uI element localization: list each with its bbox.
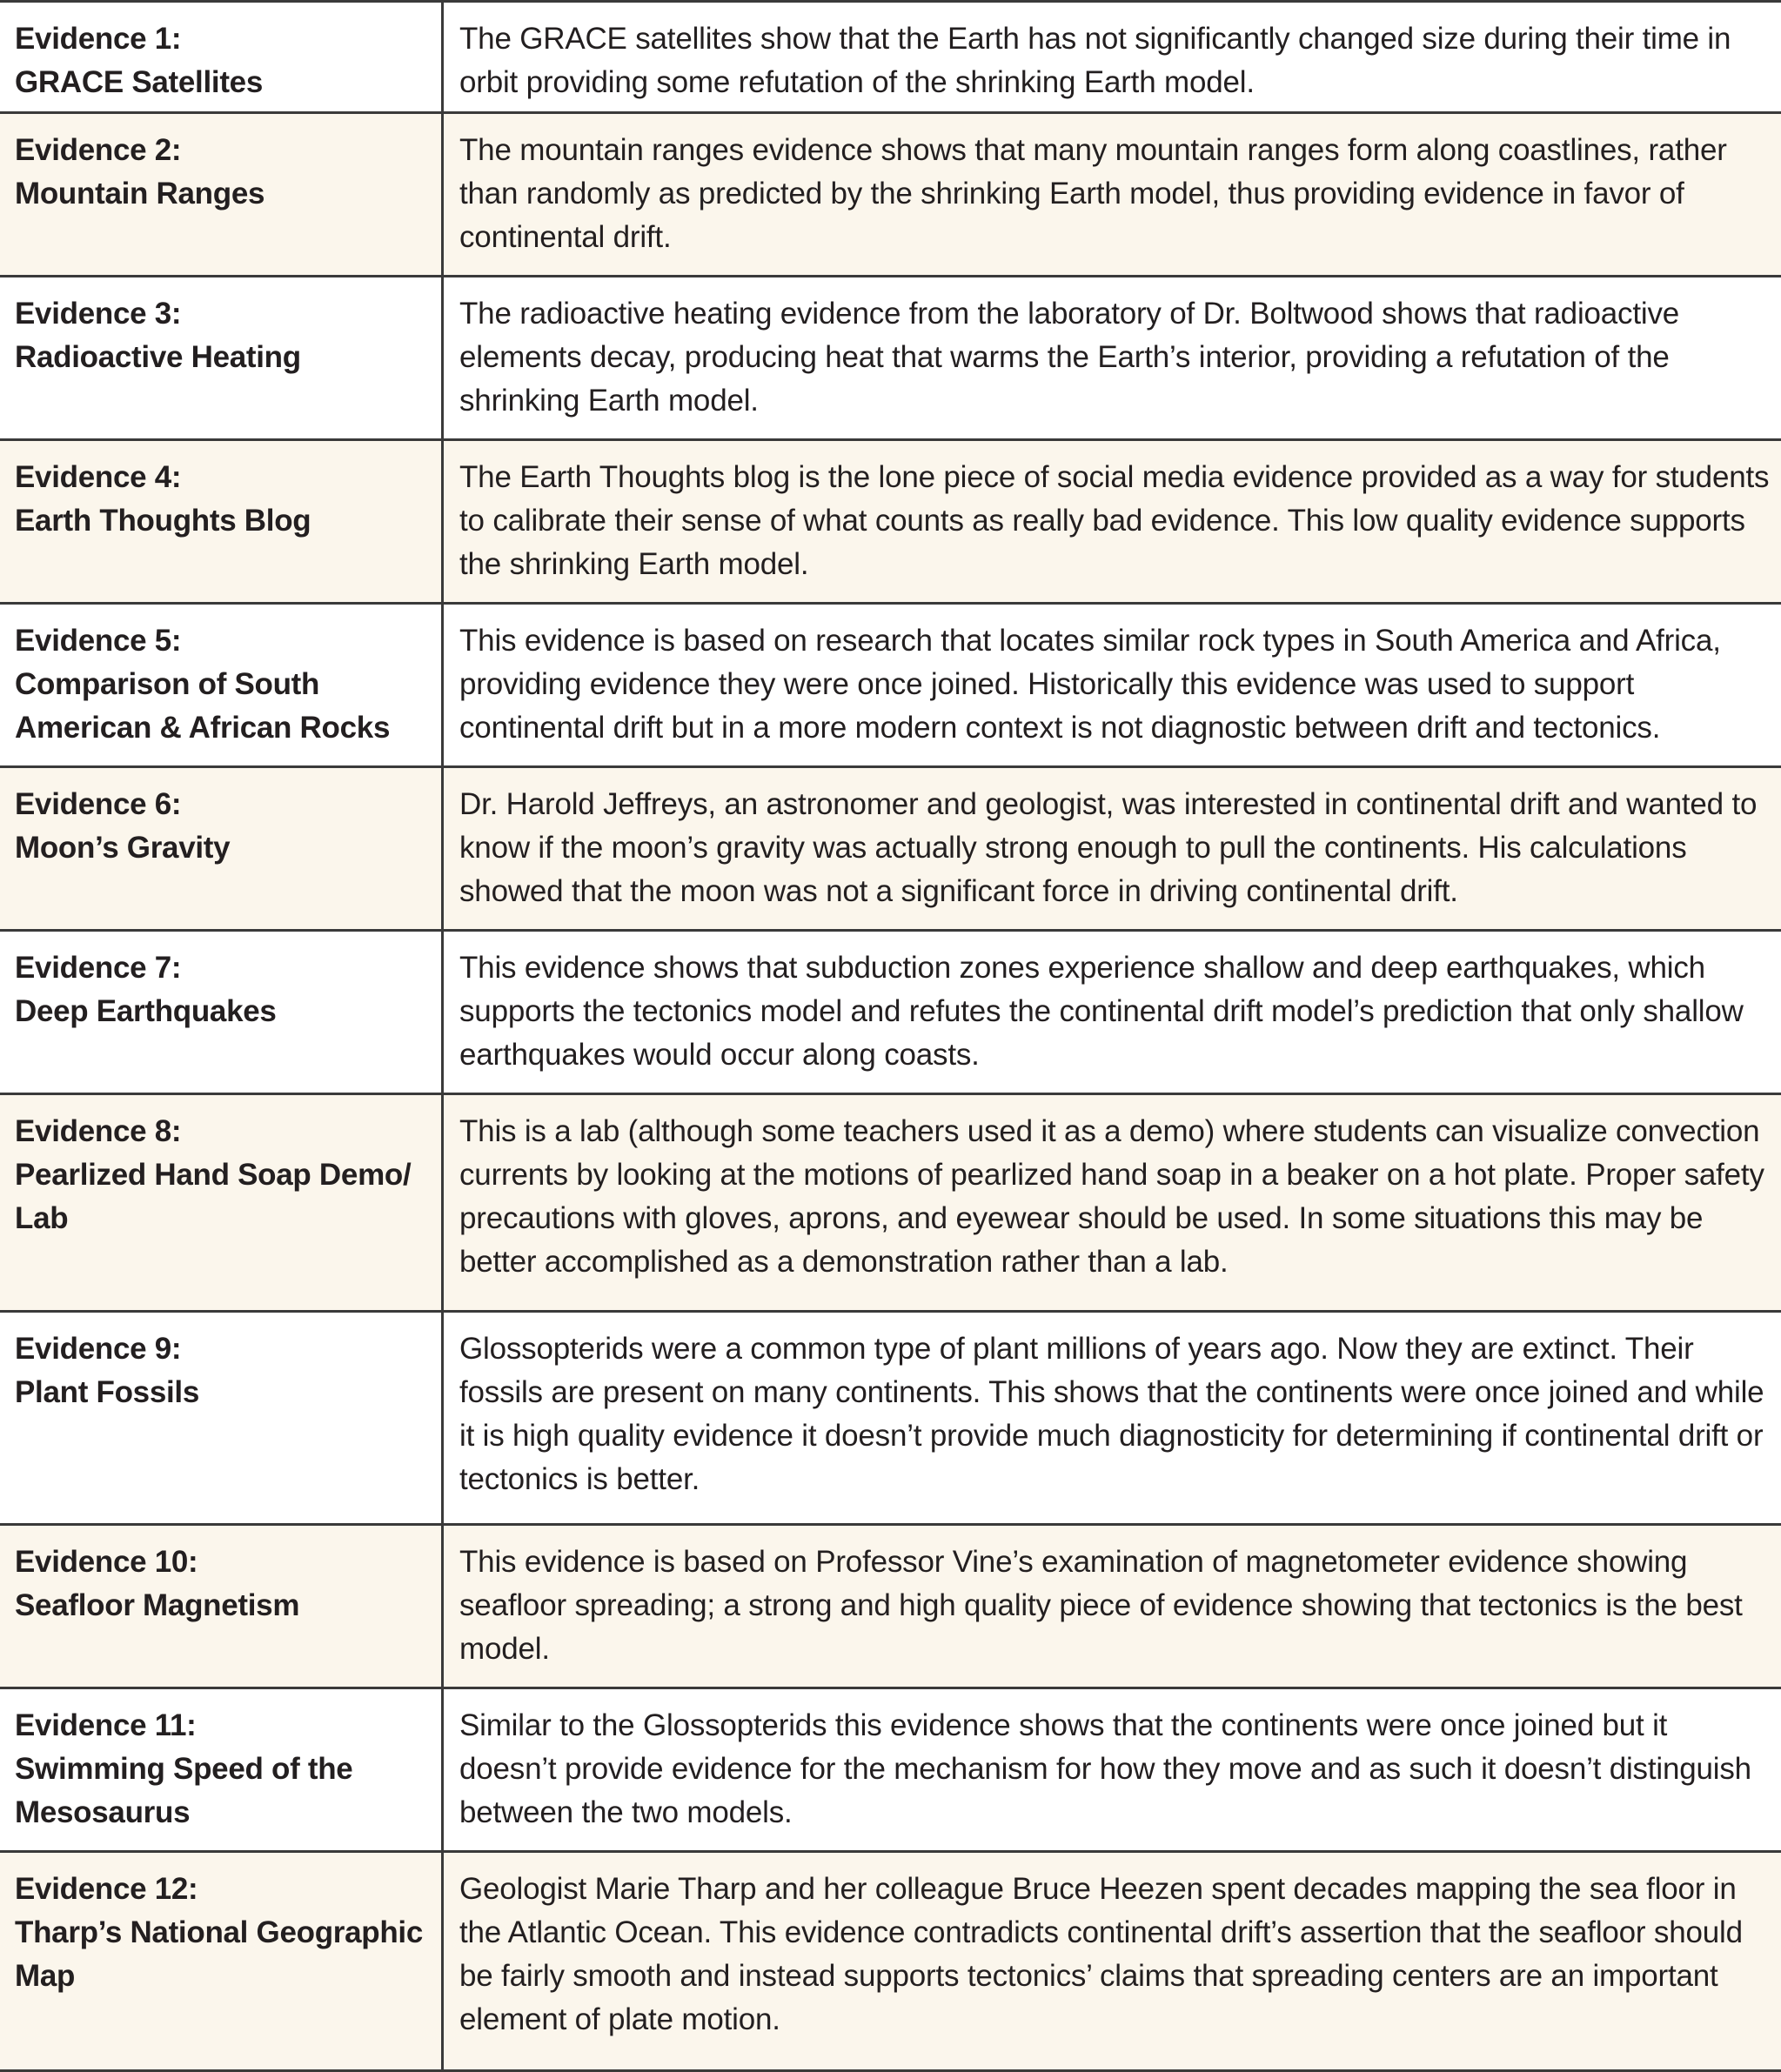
table-row xyxy=(0,1689,1781,1853)
evidence-label-cell xyxy=(0,605,444,765)
table-row xyxy=(0,114,1781,277)
evidence-description: This evidence is based on Professor Vine’s examination of magnetometer evidence showing seafloor spreading; a strong and high quality piece of evidence showing that tectonics is the best model. xyxy=(459,1545,1743,1666)
evidence-title: Mountain Ranges xyxy=(15,177,265,211)
evidence-description: Glossopterids were a common type of plant millions of years ago. Now they are extinct. Their fossils are present on many continents. This shows that the continents were once joined and while it is high quality evidence it doesn’t provide much diagnosticity for determining if continental drift or tectonics is better. xyxy=(459,1332,1764,1496)
evidence-title: Seafloor Magnetism xyxy=(15,1588,300,1622)
evidence-number: Evidence 4: xyxy=(15,460,182,494)
evidence-label-cell xyxy=(0,114,444,275)
table-row xyxy=(0,1313,1781,1526)
evidence-title: Comparison of South American & African Rocks xyxy=(15,667,391,745)
evidence-label-cell xyxy=(0,3,444,111)
evidence-title: Earth Thoughts Blog xyxy=(15,504,311,538)
evidence-title: Deep Earthquakes xyxy=(15,994,277,1028)
evidence-number: Evidence 8: xyxy=(15,1114,182,1148)
table-row xyxy=(0,768,1781,932)
evidence-description: The GRACE satellites show that the Earth has not significantly changed size during their time in orbit providing some refutation of the shrinking Earth model. xyxy=(459,22,1731,99)
evidence-title: Tharp’s National Geographic Map xyxy=(15,1915,424,1993)
evidence-number: Evidence 10: xyxy=(15,1545,198,1579)
evidence-description: Dr. Harold Jeffreys, an astronomer and geologist, was interested in continental drift and wanted to know if the moon’s gravity was actually strong enough to pull the continents. His calculations showed that the moon was not a significant force in driving continental drift. xyxy=(459,787,1758,908)
evidence-number: Evidence 3: xyxy=(15,297,182,331)
evidence-label-cell xyxy=(0,768,444,929)
evidence-description: Geologist Marie Tharp and her colleague Bruce Heezen spent decades mapping the sea floor in the Atlantic Ocean. This evidence contradicts continental drift’s assertion that the seafloor should be fairly smooth and instead supports tectonics’ claims that spreading centers are an important element of plate motion. xyxy=(459,1872,1743,2036)
evidence-label-cell xyxy=(0,1313,444,1523)
evidence-description: Similar to the Glossopterids this evidence shows that the continents were once joined but it doesn’t provide evidence for the mechanism for how they move and as such it doesn’t distinguish between the two models. xyxy=(459,1708,1751,1829)
table-row xyxy=(0,1853,1781,2072)
evidence-title: Swimming Speed of the Mesosaurus xyxy=(15,1752,353,1829)
evidence-label-cell xyxy=(0,1853,444,2069)
evidence-title: Plant Fossils xyxy=(15,1375,199,1409)
evidence-title: GRACE Satellites xyxy=(15,65,264,99)
evidence-description: The mountain ranges evidence shows that many mountain ranges form along coastlines, rather than randomly as predicted by the shrinking Earth model, thus providing evidence in favor of continental drift. xyxy=(459,133,1727,254)
evidence-title: Pearlized Hand Soap Demo/ Lab xyxy=(15,1158,412,1235)
table-row xyxy=(0,1095,1781,1313)
evidence-number: Evidence 12: xyxy=(15,1872,198,1906)
evidence-number: Evidence 9: xyxy=(15,1332,182,1366)
evidence-label-cell xyxy=(0,441,444,602)
evidence-description: The radioactive heating evidence from the laboratory of Dr. Boltwood shows that radioactive elements decay, producing heat that warms the Earth’s interior, providing a refutation of the shrinking Earth model. xyxy=(459,297,1680,418)
evidence-label-cell xyxy=(0,1095,444,1310)
evidence-description: The Earth Thoughts blog is the lone piece of social media evidence provided as a way for students to calibrate their sense of what counts as really bad evidence. This low quality evidence supports the shrinking Earth model. xyxy=(459,460,1770,581)
evidence-label-cell xyxy=(0,277,444,438)
table-row xyxy=(0,932,1781,1095)
table-row xyxy=(0,605,1781,768)
evidence-description: This evidence is based on research that locates similar rock types in South America and Africa, providing evidence they were once joined. Historically this evidence was used to support continental drift but in a more modern context is not diagnostic between drift and tectonics. xyxy=(459,624,1721,745)
evidence-title: Moon’s Gravity xyxy=(15,831,231,865)
evidence-number: Evidence 1: xyxy=(15,22,182,56)
evidence-description: This is a lab (although some teachers used it as a demo) where students can visualize convection currents by looking at the motions of pearlized hand soap in a beaker on a hot plate. Proper safety precautions with gloves, aprons, and eyewear should be used. In some situations this may be better accomplished as a demonstration rather than a lab. xyxy=(459,1114,1764,1279)
evidence-label-cell xyxy=(0,1689,444,1850)
evidence-number: Evidence 6: xyxy=(15,787,182,821)
evidence-label-cell xyxy=(0,932,444,1093)
evidence-description: This evidence shows that subduction zones experience shallow and deep earthquakes, which supports the tectonics model and refutes the continental drift model’s prediction that only shallow earthquakes would occur along coasts. xyxy=(459,951,1744,1072)
table-row xyxy=(0,3,1781,114)
evidence-title: Radioactive Heating xyxy=(15,340,301,374)
table-row xyxy=(0,277,1781,441)
evidence-number: Evidence 2: xyxy=(15,133,182,167)
evidence-number: Evidence 11: xyxy=(15,1708,197,1742)
evidence-number: Evidence 7: xyxy=(15,951,182,985)
table-row xyxy=(0,441,1781,605)
table-row xyxy=(0,1526,1781,1689)
evidence-number: Evidence 5: xyxy=(15,624,182,658)
evidence-label-cell xyxy=(0,1526,444,1687)
